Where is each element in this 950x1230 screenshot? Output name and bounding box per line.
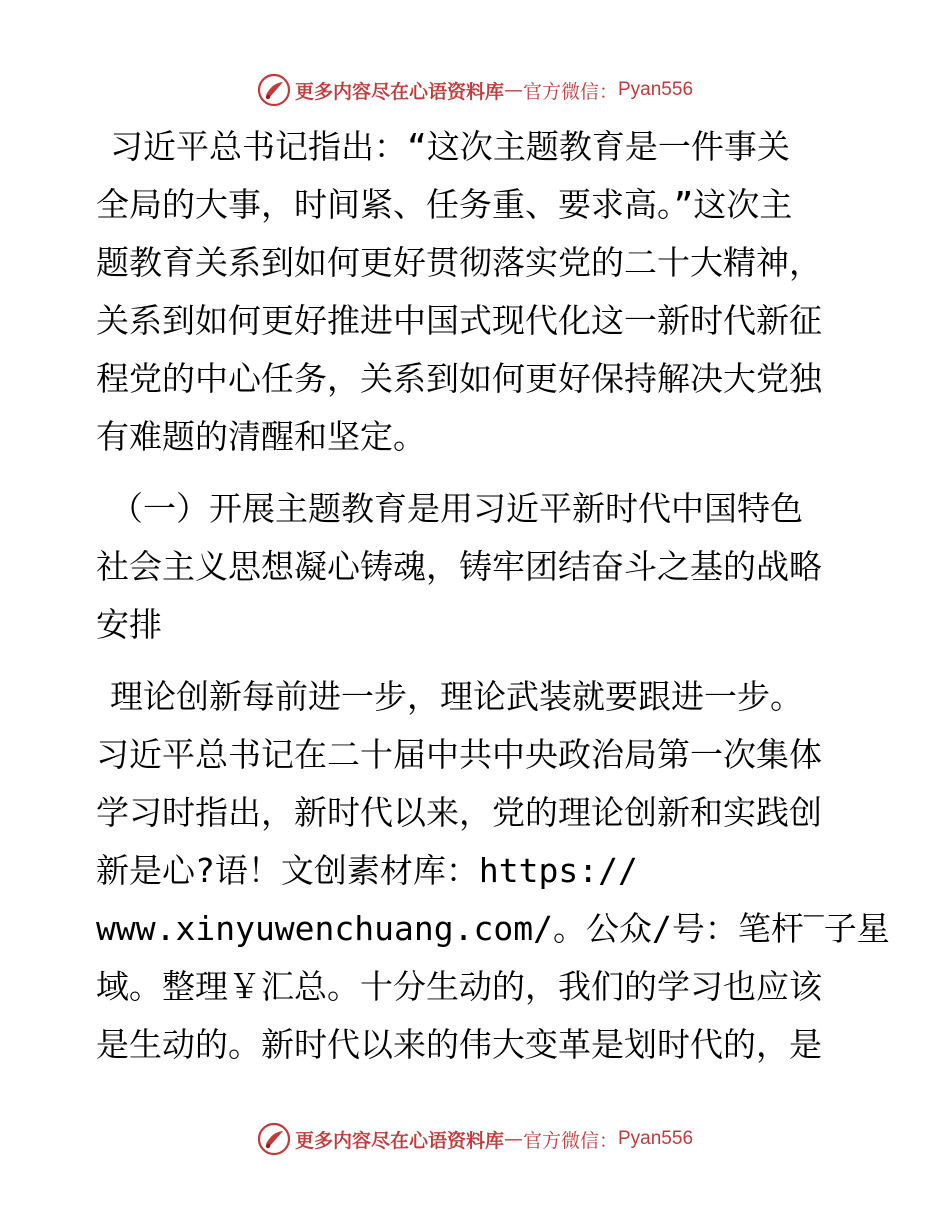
footer-banner-wechat-label: 官方微信：: [522, 1129, 618, 1152]
heading-line: 社会主义思想凝心铸魂，铸牢团结奋斗之基的战略: [96, 547, 822, 586]
paragraph-line: 有难题的清醒和坚定。: [96, 417, 426, 456]
heading-line: 安排: [96, 605, 162, 644]
body-text: [96, 118, 890, 1088]
paragraph-line: 题教育关系到如何更好贯彻落实党的二十大精神，: [96, 243, 822, 282]
paragraph-line: 新是心?语！文创素材库：https://: [96, 851, 638, 890]
paragraph-line: 学习时指出，新时代以来，党的理论创新和实践创: [96, 793, 822, 832]
section-heading: [96, 480, 856, 654]
paragraph-line: 是生动的。新时代以来的伟大变革是划时代的，是: [96, 1025, 822, 1064]
seal-logo-icon: [257, 73, 291, 107]
paragraph-line: 习近平总书记在二十届中共中央政治局第一次集体: [96, 735, 822, 774]
footer-banner: [0, 1119, 950, 1159]
header-banner-separator: —: [503, 79, 523, 101]
header-banner-wechat-id: Pyan556: [618, 79, 694, 100]
paragraph-3: [96, 668, 890, 1074]
footer-banner-text: 更多内容尽在心语资料库: [294, 1129, 504, 1152]
heading-line: （一）开展主题教育是用习近平新时代中国特色: [110, 489, 803, 528]
paragraph-line: 程党的中心任务，关系到如何更好保持解决大党独: [96, 359, 822, 398]
paragraph-line: 习近平总书记指出：“这次主题教育是一件事关: [110, 127, 790, 166]
header-banner-text: 更多内容尽在心语资料库: [294, 80, 504, 103]
paragraph-line: www.xinyuwenchuang.com/。公众/号：笔杆‾子星: [96, 909, 890, 948]
footer-banner-separator: —: [503, 1128, 523, 1150]
paragraph-line: 关系到如何更好推进中国式现代化这一新时代新征: [96, 301, 822, 340]
paragraph-line: 理论创新每前进一步，理论武装就要跟进一步。: [110, 677, 803, 716]
paragraph-1: [96, 118, 856, 466]
paragraph-line: 域。整理￥汇总。十分生动的，我们的学习也应该: [96, 967, 822, 1006]
paragraph-line: 全局的大事，时间紧、任务重、要求高。”这次主: [96, 185, 793, 224]
footer-banner-wechat-id: Pyan556: [618, 1128, 694, 1149]
header-banner: [0, 70, 950, 110]
header-banner-wechat-label: 官方微信：: [522, 80, 618, 103]
seal-logo-icon: [257, 1122, 291, 1156]
